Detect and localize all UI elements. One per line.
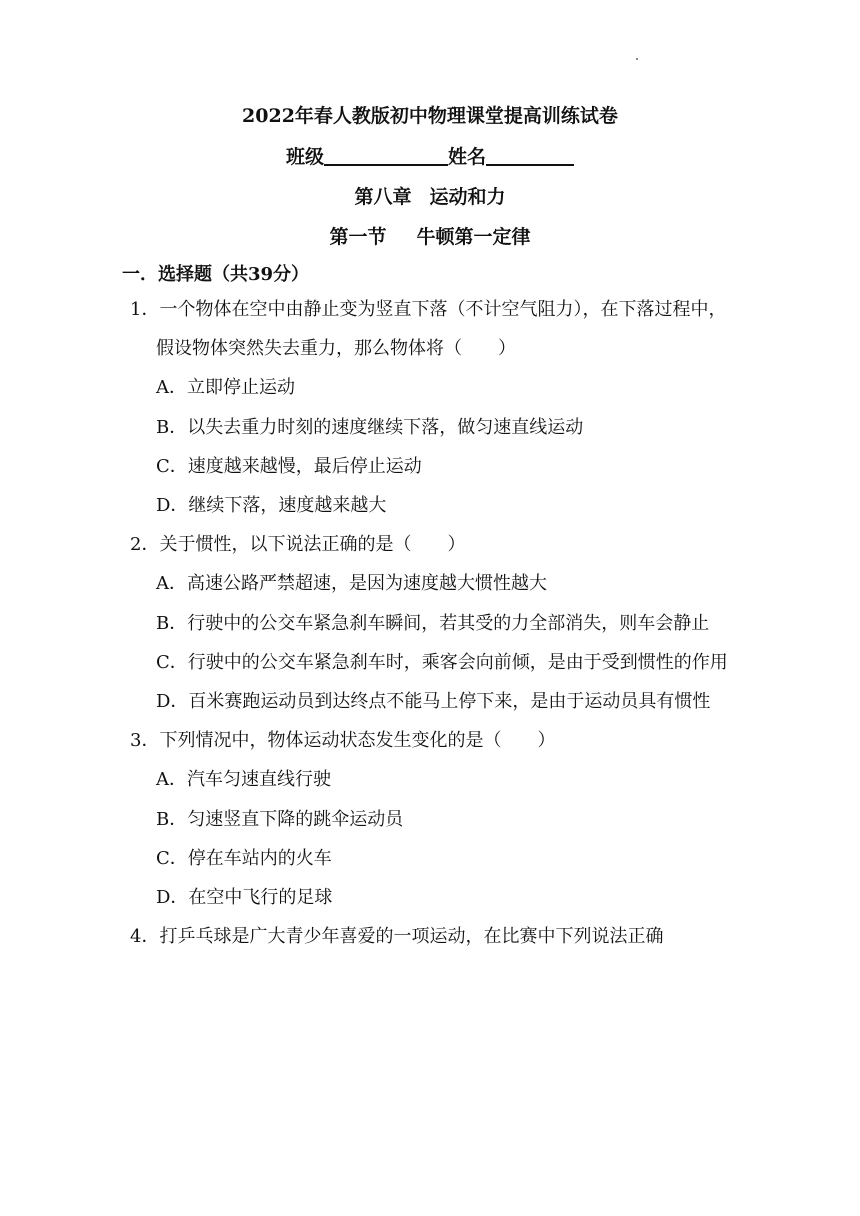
question-stem: 2．关于惯性，以下说法正确的是（ ） [130, 534, 466, 556]
question-option: B．匀速竖直下降的跳伞运动员 [156, 808, 404, 830]
question-option: A．汽车匀速直线行驶 [156, 769, 331, 791]
question-option: D．百米赛跑运动员到达终点不能马上停下来，是由于运动员具有惯性 [156, 691, 711, 713]
question-option: C．停在车站内的火车 [156, 847, 332, 869]
part-heading: 一．选择题（共39分） [122, 264, 310, 285]
chapter-number: 第八章 [354, 186, 412, 208]
question-option: A．立即停止运动 [156, 377, 295, 399]
question-stem: 3．下列情况中，物体运动状态发生变化的是（ ） [130, 730, 556, 752]
name-blank[interactable] [486, 144, 574, 166]
question-option: B．行驶中的公交车紧急刹车瞬间，若其受的力全部消失，则车会静止 [156, 612, 710, 634]
question-option: D．在空中飞行的足球 [156, 887, 333, 909]
section-heading [130, 225, 730, 249]
question-option: D．继续下落，速度越来越大 [156, 495, 387, 517]
section-number: 第一节 [329, 226, 387, 248]
page-mark-dot [636, 58, 638, 60]
student-info-line [130, 144, 730, 169]
question-option: C．速度越来越慢，最后停止运动 [156, 455, 422, 477]
chapter-title: 运动和力 [429, 186, 506, 208]
class-label: 班级 [285, 146, 324, 168]
section-title: 牛顿第一定律 [416, 226, 531, 248]
question-option: A．高速公路严禁超速，是因为速度越大惯性越大 [156, 573, 547, 595]
question-option: C．行驶中的公交车紧急刹车时，乘客会向前倾，是由于受到惯性的作用 [156, 651, 728, 673]
chapter-heading [130, 185, 730, 209]
question-stem: 1．一个物体在空中由静止变为竖直下落（不计空气阻力），在下落过程中，假设物体突然失去重力，那么物体将（ ） [130, 299, 727, 360]
class-blank[interactable] [324, 144, 448, 166]
exam-title: 2022年春人教版初中物理课堂提高训练试卷 [242, 105, 618, 127]
question-option: B．以失去重力时刻的速度继续下落，做匀速直线运动 [156, 416, 584, 438]
exam-page [122, 100, 730, 956]
name-label: 姓名 [448, 146, 487, 168]
question-stem: 4．打乒乓球是广大青少年喜爱的一项运动，在比赛中下列说法正确 [130, 926, 664, 948]
